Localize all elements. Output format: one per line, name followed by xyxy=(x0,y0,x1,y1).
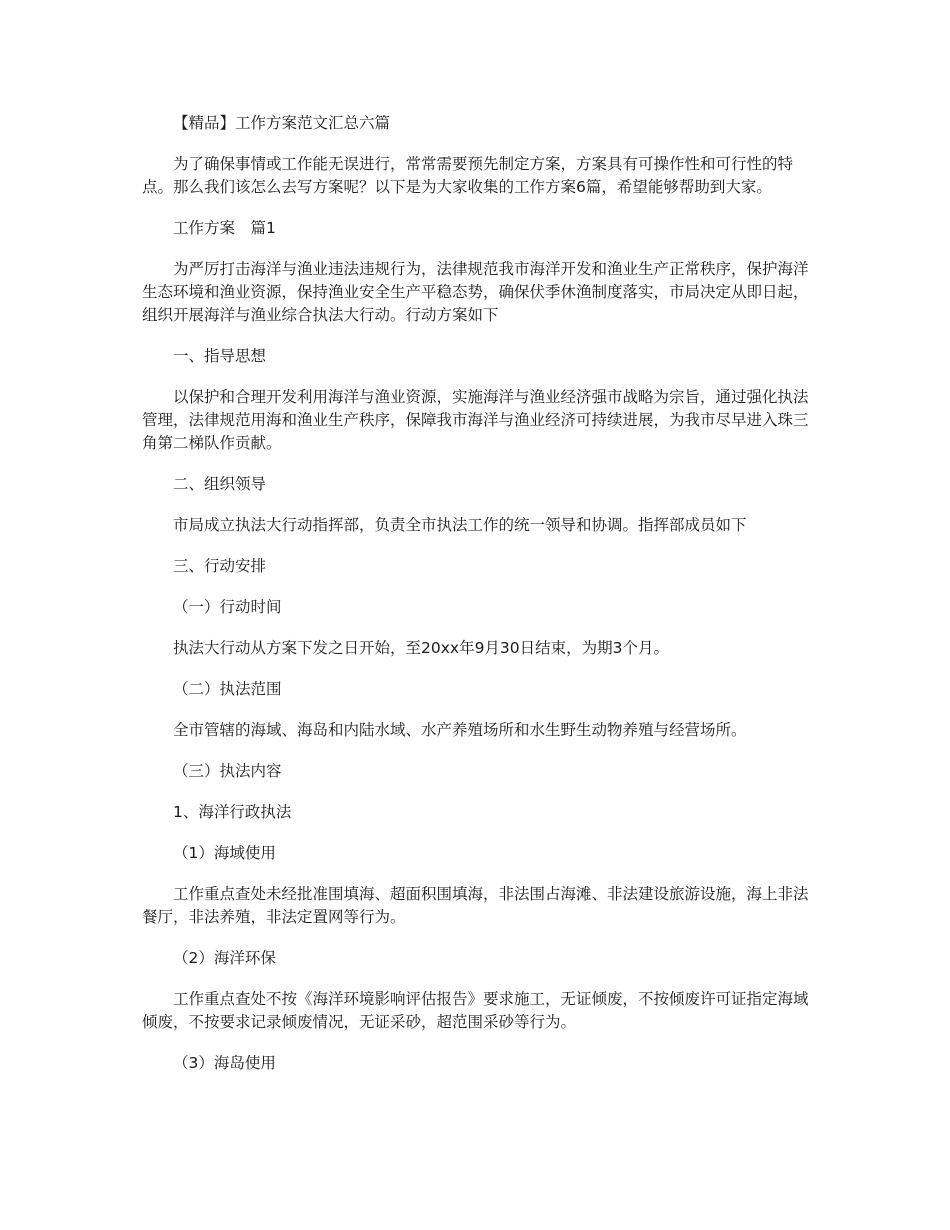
paragraph: 市局成立执法大行动指挥部，负责全市执法工作的统一领导和协调。指挥部成员如下 xyxy=(173,516,747,534)
paragraph: 工作重点查处未经批准围填海、超面积围填海，非法围占海滩、非法建设旅游设施，海上非法餐厅，非法养殖，非法定置网等行为。 xyxy=(142,885,809,926)
subheading: （二）执法范围 xyxy=(173,680,282,698)
heading: 1、海洋行政执法 xyxy=(173,803,292,821)
document-title: 【精品】工作方案范文汇总六篇 xyxy=(173,114,391,132)
heading: 一、指导思想 xyxy=(173,347,267,365)
heading: 三、行动安排 xyxy=(173,557,267,575)
subheading: （1）海域使用 xyxy=(173,844,276,862)
intro-paragraph: 为了确保事情或工作能无误进行，常常需要预先制定方案，方案具有可操作性和可行性的特点。那么我们该怎么去写方案呢？以下是为大家收集的工作方案6篇，希望能够帮助到大家。 xyxy=(142,155,794,196)
section-title: 工作方案 篇1 xyxy=(173,219,276,237)
paragraph: 全市管辖的海域、海岛和内陆水域、水产养殖场所和水生野生动物养殖与经营场所。 xyxy=(173,721,747,739)
subheading: （一）行动时间 xyxy=(173,598,282,616)
subheading: （2）海洋环保 xyxy=(173,949,276,967)
paragraph: 以保护和合理开发利用海洋与渔业资源，实施海洋与渔业经济强市战略为宗旨，通过强化执法管理，法律规范用海和渔业生产秩序，保障我市海洋与渔业经济可持续进展，为我市尽早进入珠三角第二梯队作贡献。 xyxy=(142,388,809,452)
document-body xyxy=(142,112,810,1093)
subheading: （三）执法内容 xyxy=(173,762,282,780)
paragraph: 为严厉打击海洋与渔业违法违规行为，法律规范我市海洋开发和渔业生产正常秩序，保护海洋生态环境和渔业资源，保持渔业安全生产平稳态势，确保伏季休渔制度落实，市局决定从即日起，组织开展海洋与渔业综合执法大行动。行动方案如下 xyxy=(142,260,809,324)
subheading: （3）海岛使用 xyxy=(173,1054,276,1072)
paragraph: 执法大行动从方案下发之日开始，至20xx年9月30日结束，为期3个月。 xyxy=(173,639,670,657)
heading: 二、组织领导 xyxy=(173,475,267,493)
paragraph: 工作重点查处不按《海洋环境影响评估报告》要求施工，无证倾废，不按倾废许可证指定海域倾废，不按要求记录倾废情况，无证采砂，超范围采砂等行为。 xyxy=(142,990,809,1031)
